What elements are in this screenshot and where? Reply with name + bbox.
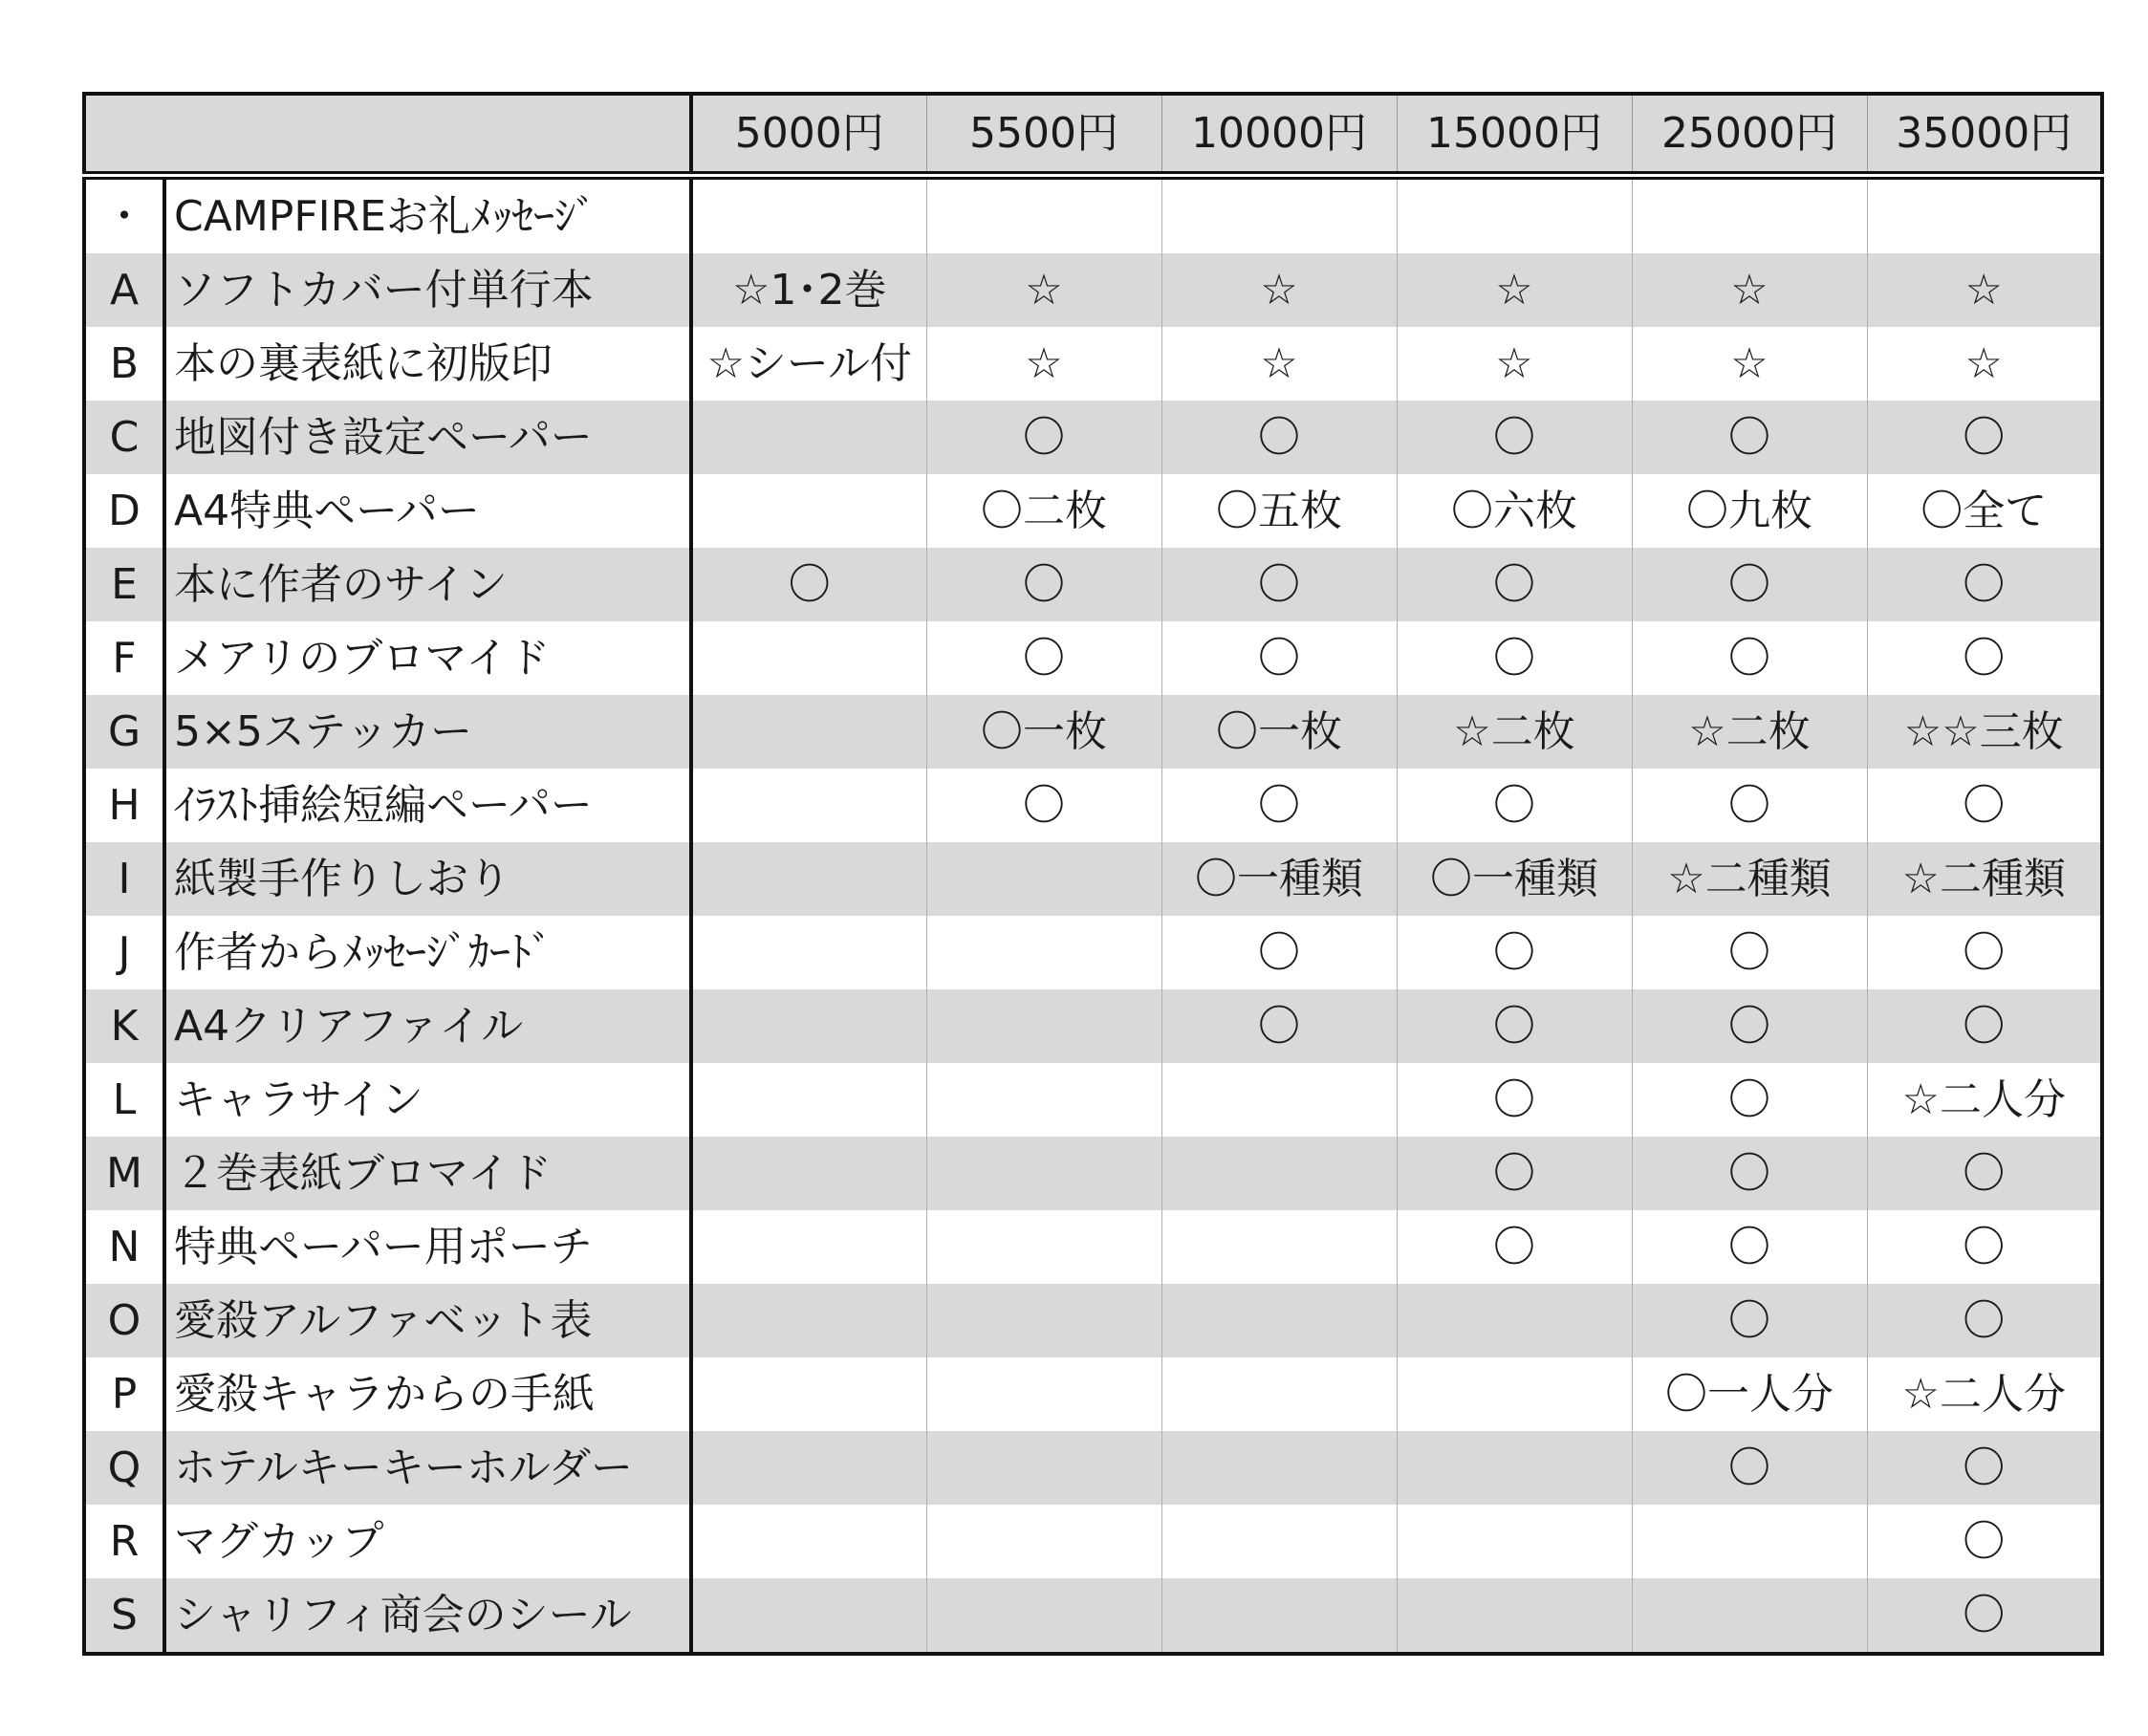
table-row — [84, 1137, 2102, 1210]
reward-item-name: A4クリアファイル — [164, 989, 691, 1063]
row-letter: B — [84, 327, 164, 401]
tier-cell — [691, 916, 926, 989]
tier-cell — [691, 1578, 926, 1654]
row-letter: P — [84, 1357, 164, 1431]
tier-cell: 〇 — [1632, 1137, 1867, 1210]
tier-cell — [1161, 1210, 1397, 1284]
tier-cell: 〇 — [926, 769, 1161, 842]
tier-cell — [926, 176, 1161, 254]
reward-item-name: 愛殺アルファベット表 — [164, 1284, 691, 1357]
row-letter: D — [84, 474, 164, 548]
row-letter: I — [84, 842, 164, 916]
tier-cell — [926, 1210, 1161, 1284]
tier-cell: 〇一人分 — [1632, 1357, 1867, 1431]
row-letter: L — [84, 1063, 164, 1137]
reward-item-name: ２巻表紙ブロマイド — [164, 1137, 691, 1210]
tier-header: 35000円 — [1867, 94, 2102, 176]
tier-header: 5500円 — [926, 94, 1161, 176]
tier-cell: 〇 — [1867, 1137, 2102, 1210]
table-row — [84, 1284, 2102, 1357]
tier-cell — [926, 1505, 1161, 1578]
tier-cell — [691, 474, 926, 548]
tier-cell: ☆ — [1161, 327, 1397, 401]
tier-cell: 〇 — [1867, 989, 2102, 1063]
tier-cell: 〇 — [1632, 769, 1867, 842]
tier-cell: 〇五枚 — [1161, 474, 1397, 548]
reward-item-name: キャラサイン — [164, 1063, 691, 1137]
tier-cell — [926, 989, 1161, 1063]
tier-cell: ☆ — [1161, 253, 1397, 327]
tier-cell: 〇二枚 — [926, 474, 1161, 548]
table-row — [84, 327, 2102, 401]
tier-cell: ☆ — [1397, 327, 1632, 401]
tier-cell: 〇 — [1632, 1063, 1867, 1137]
tier-cell: 〇 — [1963, 1222, 2006, 1271]
tier-cell: 〇 — [1867, 401, 2102, 474]
reward-item-name: マグカップ — [164, 1505, 691, 1578]
table-row — [84, 1505, 2102, 1578]
tier-cell — [926, 1578, 1161, 1654]
tier-cell — [1161, 1063, 1397, 1137]
table-row — [84, 1431, 2102, 1505]
tier-cell: 〇 — [1397, 621, 1632, 695]
tier-cell — [1397, 1357, 1632, 1431]
tier-cell: ☆ — [1964, 338, 2003, 388]
tier-cell — [1161, 1505, 1397, 1578]
tier-cell — [926, 1357, 1161, 1431]
tier-cell — [691, 401, 926, 474]
tier-cell — [1632, 176, 1867, 254]
table-row — [84, 1210, 2102, 1284]
tier-cell — [926, 916, 1161, 989]
tier-cell: 〇 — [1397, 989, 1632, 1063]
table-body — [84, 176, 2102, 1655]
tier-cell: 〇 — [1963, 780, 2006, 830]
tier-cell — [926, 1063, 1161, 1137]
tier-cell: 〇一種類 — [1161, 842, 1397, 916]
tier-cell: 〇 — [926, 621, 1161, 695]
row-letter: K — [84, 989, 164, 1063]
tier-cell: 〇 — [1397, 548, 1632, 621]
tier-cell — [1397, 176, 1632, 254]
tier-cell: 〇 — [1963, 1516, 2006, 1566]
tier-cell: ☆ — [1632, 327, 1867, 401]
tier-cell — [926, 1284, 1161, 1357]
table-row — [84, 253, 2102, 327]
tier-cell: 〇 — [1397, 1137, 1632, 1210]
tier-cell: ☆二種類 — [1632, 842, 1867, 916]
tier-cell — [691, 989, 926, 1063]
tier-cell: 〇 — [1161, 989, 1397, 1063]
table-row — [84, 474, 2102, 548]
tier-cell: 〇一種類 — [1397, 842, 1632, 916]
tier-cell — [1161, 1357, 1397, 1431]
reward-item-name: 地図付き設定ペーパー — [164, 401, 691, 474]
row-letter: J — [84, 916, 164, 989]
tier-cell — [1161, 1284, 1397, 1357]
row-letter: C — [84, 401, 164, 474]
row-letter: H — [84, 769, 164, 842]
row-letter: M — [84, 1137, 164, 1210]
tier-cell — [1161, 176, 1397, 254]
row-letter: S — [84, 1578, 164, 1654]
reward-item-name: 愛殺キャラからの手紙 — [164, 1357, 691, 1431]
tier-cell — [691, 1505, 926, 1578]
tier-cell: ☆二種類 — [1867, 842, 2102, 916]
row-letter: E — [84, 548, 164, 621]
tier-header: 5000円 — [691, 94, 926, 176]
tier-header: 15000円 — [1397, 94, 1632, 176]
header-row — [84, 94, 2102, 176]
tier-cell: 〇 — [926, 401, 1161, 474]
tier-cell: 〇 — [1963, 927, 2006, 977]
row-letter: R — [84, 1505, 164, 1578]
tier-cell — [1867, 176, 2102, 254]
tier-cell: 〇 — [1867, 1284, 2102, 1357]
tier-cell: 〇 — [926, 548, 1161, 621]
tier-cell: ☆ — [1397, 253, 1632, 327]
table-row — [84, 1578, 2102, 1654]
tier-cell: 〇 — [1867, 1578, 2102, 1654]
table-row — [84, 401, 2102, 474]
tier-cell: 〇 — [1161, 621, 1397, 695]
row-letter: Q — [84, 1431, 164, 1505]
tier-cell — [926, 1431, 1161, 1505]
tier-cell — [1161, 1578, 1397, 1654]
table-row — [84, 989, 2102, 1063]
tier-cell: 〇 — [1632, 621, 1867, 695]
tier-header: 10000円 — [1161, 94, 1397, 176]
tier-cell: 〇 — [1632, 916, 1867, 989]
tier-cell — [691, 621, 926, 695]
tier-cell: 〇 — [1632, 548, 1867, 621]
tier-cell: 〇 — [1867, 548, 2102, 621]
table-row — [84, 769, 2102, 842]
tier-cell: 〇 — [1632, 1284, 1867, 1357]
table-row — [84, 176, 2102, 254]
reward-tier-table — [82, 92, 2104, 1656]
tier-cell: ☆二人分 — [1901, 1369, 2066, 1419]
tier-cell — [926, 842, 1161, 916]
reward-item-name: 5×5ステッカー — [164, 695, 691, 769]
reward-item-name: ｲﾗｽﾄ挿絵短編ペーパー — [164, 769, 691, 842]
tier-cell: 〇 — [1397, 1210, 1632, 1284]
table-row — [84, 1357, 2102, 1431]
tier-cell — [691, 1063, 926, 1137]
reward-item-name: A4特典ペーパー — [164, 474, 691, 548]
tier-cell: ☆ — [926, 327, 1161, 401]
tier-header: 25000円 — [1632, 94, 1867, 176]
tier-cell — [1632, 1578, 1867, 1654]
tier-cell — [1161, 1431, 1397, 1505]
row-letter: F — [84, 621, 164, 695]
tier-cell — [1397, 1505, 1632, 1578]
tier-cell: 〇 — [1397, 916, 1632, 989]
reward-item-name: シャリフィ商会のシール — [164, 1578, 691, 1654]
reward-item-name: 作者からﾒｯｾｰｼﾞｶｰﾄﾞ — [164, 916, 691, 989]
tier-cell: 〇 — [1632, 1431, 1867, 1505]
reward-item-name: 紙製手作りしおり — [164, 842, 691, 916]
tier-cell: 〇 — [1867, 1431, 2102, 1505]
tier-cell: ☆1･2巻 — [691, 253, 926, 327]
tier-cell — [691, 1284, 926, 1357]
tier-cell: 〇 — [1161, 401, 1397, 474]
tier-cell — [1161, 1137, 1397, 1210]
reward-item-name: 本に作者のサイン — [164, 548, 691, 621]
tier-cell: 〇 — [1963, 633, 2006, 683]
tier-cell: 〇一枚 — [926, 695, 1161, 769]
tier-cell: 〇 — [1632, 401, 1867, 474]
row-letter: ・ — [84, 176, 164, 254]
table-row — [84, 842, 2102, 916]
tier-cell — [691, 1357, 926, 1431]
reward-item-name: ソフトカバー付単行本 — [164, 253, 691, 327]
table-row — [84, 1063, 2102, 1137]
reward-item-name: メアリのブロマイド — [164, 621, 691, 695]
reward-item-name: ホテルキーキーホルダー — [164, 1431, 691, 1505]
tier-cell: 〇 — [1161, 769, 1397, 842]
table-row — [84, 916, 2102, 989]
tier-cell — [691, 176, 926, 254]
table-row — [84, 548, 2102, 621]
table-row — [84, 695, 2102, 769]
row-letter: A — [84, 253, 164, 327]
tier-cell: 〇一枚 — [1161, 695, 1397, 769]
tier-cell: 〇 — [1161, 916, 1397, 989]
tier-cell — [691, 769, 926, 842]
tier-cell: ☆二枚 — [1397, 695, 1632, 769]
tier-cell: ☆☆三枚 — [1867, 695, 2102, 769]
tier-cell — [691, 1431, 926, 1505]
tier-cell: 〇 — [1632, 1210, 1867, 1284]
tier-cell: 〇 — [1161, 548, 1397, 621]
tier-cell — [691, 695, 926, 769]
tier-cell: 〇六枚 — [1397, 474, 1632, 548]
row-letter: N — [84, 1210, 164, 1284]
tier-cell: 〇 — [1397, 1063, 1632, 1137]
tier-cell — [1632, 1505, 1867, 1578]
tier-cell — [691, 1210, 926, 1284]
tier-cell: 〇全て — [1920, 486, 2048, 535]
tier-cell: 〇 — [1397, 769, 1632, 842]
tier-cell — [691, 842, 926, 916]
reward-item-name: CAMPFIREお礼ﾒｯｾｰｼﾞ — [164, 176, 691, 254]
tier-cell — [926, 1137, 1161, 1210]
tier-cell — [1397, 1431, 1632, 1505]
row-letter: G — [84, 695, 164, 769]
tier-cell: ☆二枚 — [1632, 695, 1867, 769]
tier-cell — [691, 1137, 926, 1210]
table-row — [84, 621, 2102, 695]
tier-cell: 〇 — [1632, 989, 1867, 1063]
row-letter: O — [84, 1284, 164, 1357]
tier-cell: ☆ — [926, 253, 1161, 327]
reward-item-name: 本の裏表紙に初版印 — [164, 327, 691, 401]
tier-cell: ☆ — [1632, 253, 1867, 327]
tier-cell: 〇九枚 — [1632, 474, 1867, 548]
tier-cell: ☆シール付 — [691, 327, 926, 401]
tier-cell: 〇 — [1397, 401, 1632, 474]
tier-cell: ☆二人分 — [1901, 1074, 2066, 1124]
tier-cell — [1397, 1284, 1632, 1357]
header-corner-cell — [84, 94, 691, 176]
tier-cell: 〇 — [691, 548, 926, 621]
tier-cell: ☆ — [1867, 253, 2102, 327]
tier-cell — [1397, 1578, 1632, 1654]
reward-item-name: 特典ペーパー用ポーチ — [164, 1210, 691, 1284]
